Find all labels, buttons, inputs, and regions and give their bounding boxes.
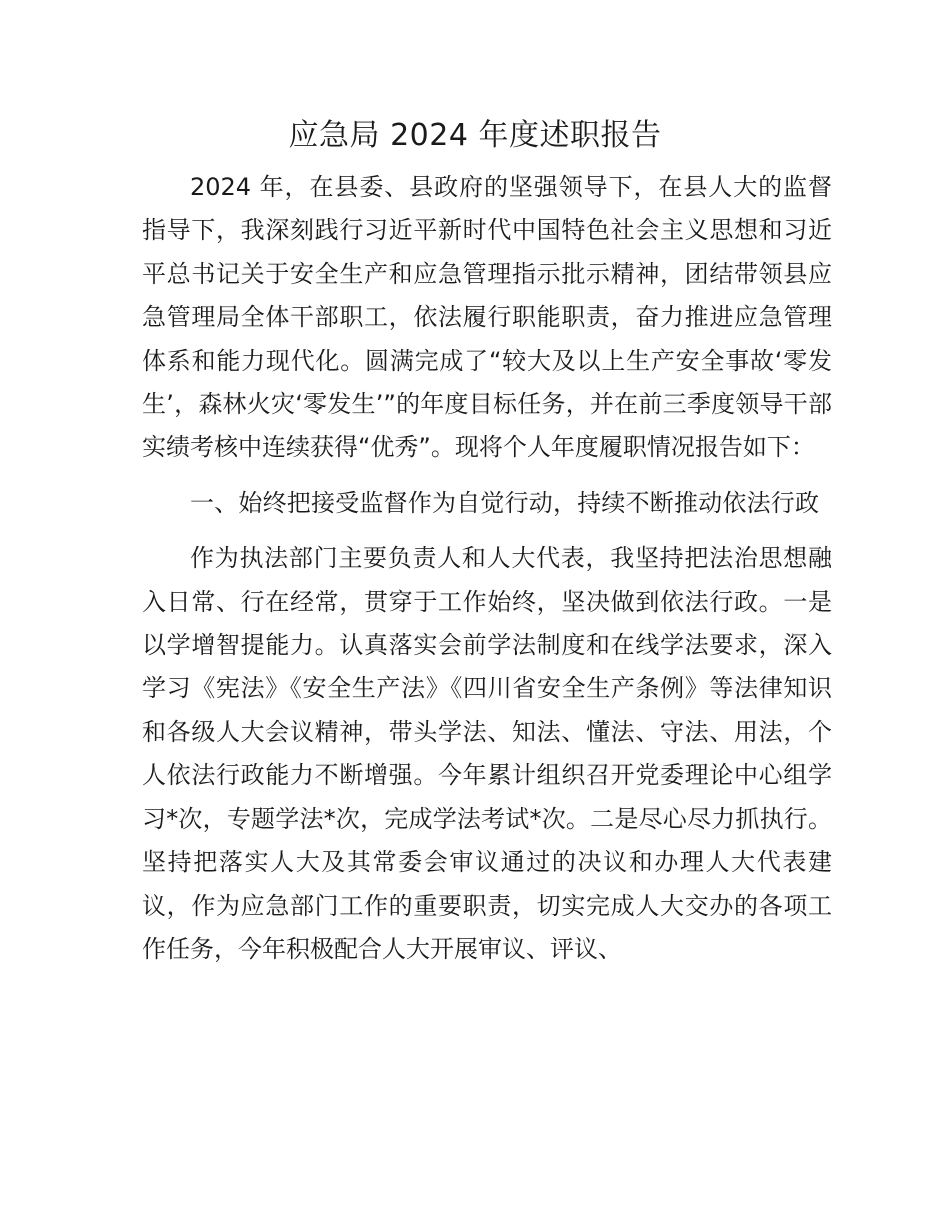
intro-paragraph: 2024 年，在县委、县政府的坚强领导下，在县人大的监督指导下，我深刻践行习近平新时代中国特色社会主义思想和习近平总书记关于安全生产和应急管理指示批示精神，团结带领县应急管理局全体干部职工，依法履行职能职责，奋力推进应急管理体系和能力现代化。圆满完成了“较大及以上生产安全事故‘零发生’，森林火灾‘零发生’”的年度目标任务，并在前三季度领导干部实绩考核中连续获得“优秀”。现将个人年度履职情况报告如下： bbox=[142, 173, 832, 462]
document-title: 应急局 2024 年度述职报告 bbox=[288, 118, 662, 153]
section-1-paragraph: 作为执法部门主要负责人和人大代表，我坚持把法治思想融入日常、行在经常，贯穿于工作始终，坚决做到依法行政。一是以学增智提能力。认真落实会前学法制度和在线学法要求，深入学习《宪法》《安全生产法》《四川省安全生产条例》等法律知识和各级人大会议精神，带头学法、知法、懂法、守法、用法，个人依法行政能力不断增强。今年累计组织召开党委理论中心组学习*次，专题学法*次，完成学法考试*次。二是尽心尽力抓执行。坚持把落实人大及其常委会审议通过的决议和办理人大代表建议，作为应急部门工作的重要职责，切实完成人大交办的各项工作任务，今年积极配合人大开展审议、评议、 bbox=[142, 544, 832, 963]
document-body bbox=[142, 166, 832, 971]
section-heading-1: 一、始终把接受监督作为自觉行动，持续不断推动依法行政 bbox=[190, 488, 820, 517]
